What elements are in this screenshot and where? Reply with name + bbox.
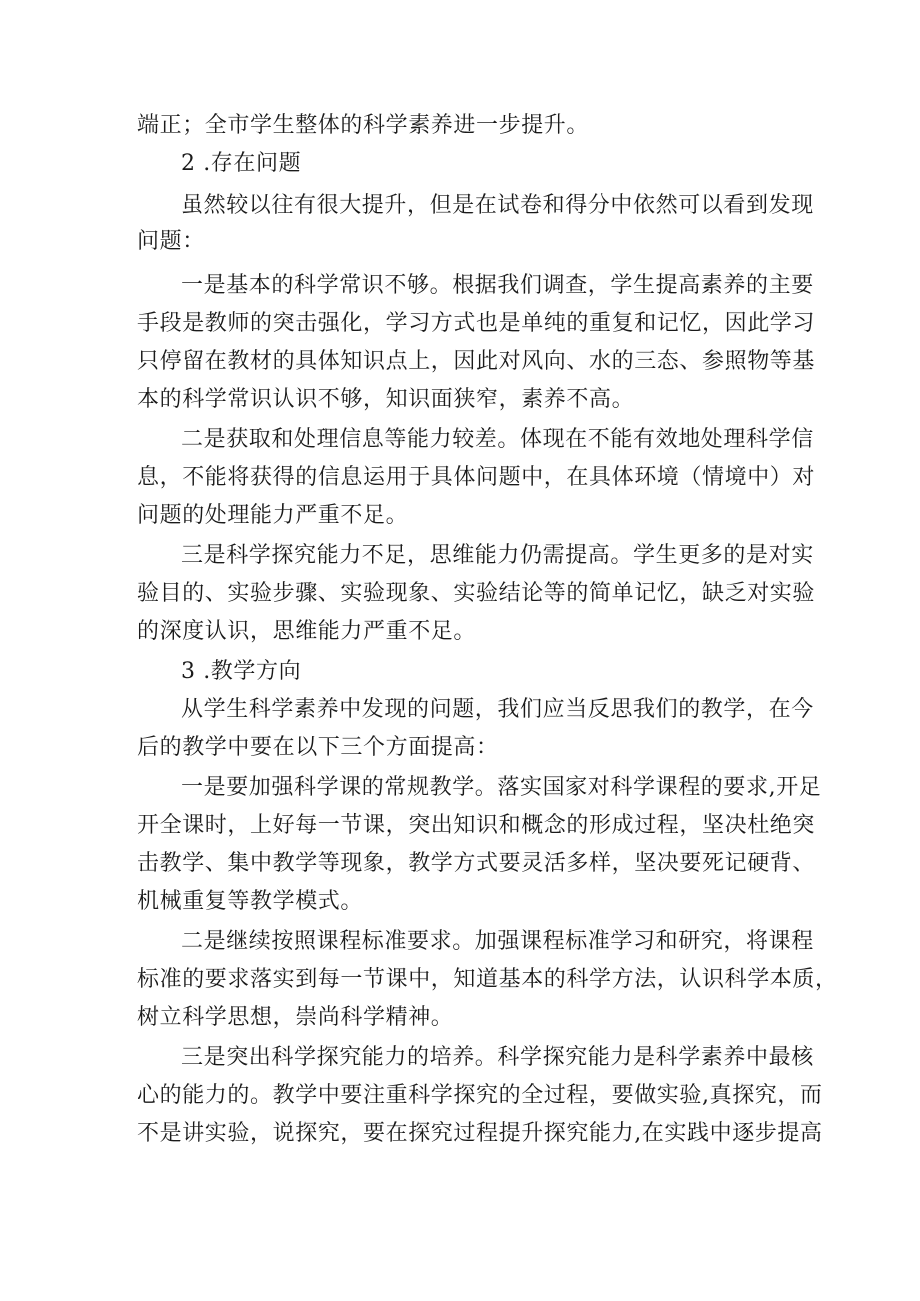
text-line: 问题的处理能力严重不足。 [137,503,409,528]
text-line: 虽然较以往有很大提升，但是在试卷和得分中依然可以看到发现 [181,193,814,218]
text-line: 一是基本的科学常识不够。根据我们调查，学生提高素养的主要 [181,273,814,298]
text-line: 二是获取和处理信息等能力较差。体现在不能有效地处理科学信 [181,427,814,452]
text-line: 息，不能将获得的信息运用于具体问题中，在具体环境（情境中）对 [137,465,816,490]
text-line: 从学生科学素养中发现的问题，我们应当反思我们的教学，在今 [181,697,814,722]
section-heading: 3 .教学方向 [181,659,302,684]
text-line: 三是突出科学探究能力的培养。科学探究能力是科学素养中最核 [181,1045,814,1070]
text-line: 二是继续按照课程标准要求。加强课程标准学习和研究，将课程 [181,929,814,954]
text-line: 标准的要求落实到每一节课中，知道基本的科学方法，认识科学本质， [137,967,838,992]
text-line: 只停留在教材的具体知识点上，因此对风向、水的三态、参照物等基 [137,349,816,374]
text-line: 后的教学中要在以下三个方面提高： [137,735,499,760]
text-line: 三是科学探究能力不足，思维能力仍需提高。学生更多的是对实 [181,543,814,568]
text-line: 不是讲实验，说探究，要在探究过程提升探究能力,在实践中逐步提高 [137,1121,823,1146]
text-line: 树立科学思想，崇尚科学精神。 [137,1005,454,1030]
text-line: 开全课时，上好每一节课，突出知识和概念的形成过程，坚决杜绝突 [137,813,816,838]
text-line: 验目的、实验步骤、实验现象、实验结论等的简单记忆，缺乏对实验 [137,581,816,606]
text-line: 的深度认识，思维能力严重不足。 [137,619,477,644]
text-line: 手段是教师的突击强化，学习方式也是单纯的重复和记忆，因此学习 [137,311,816,336]
text-line: 一是要加强科学课的常规教学。落实国家对科学课程的要求,开足 [181,775,822,800]
text-line: 击教学、集中教学等现象，教学方式要灵活多样，坚决要死记硬背、 [137,851,816,876]
text-line: 问题： [137,229,205,254]
text-line: 本的科学常识认识不够，知识面狭窄，素养不高。 [137,387,635,412]
text-line: 端正；全市学生整体的科学素养进一步提升。 [137,113,590,138]
text-line: 机械重复等教学模式。 [137,889,364,914]
text-line: 心的能力的。教学中要注重科学探究的全过程，要做实验,真探究，而 [137,1083,823,1108]
section-heading: 2 .存在问题 [181,151,302,176]
